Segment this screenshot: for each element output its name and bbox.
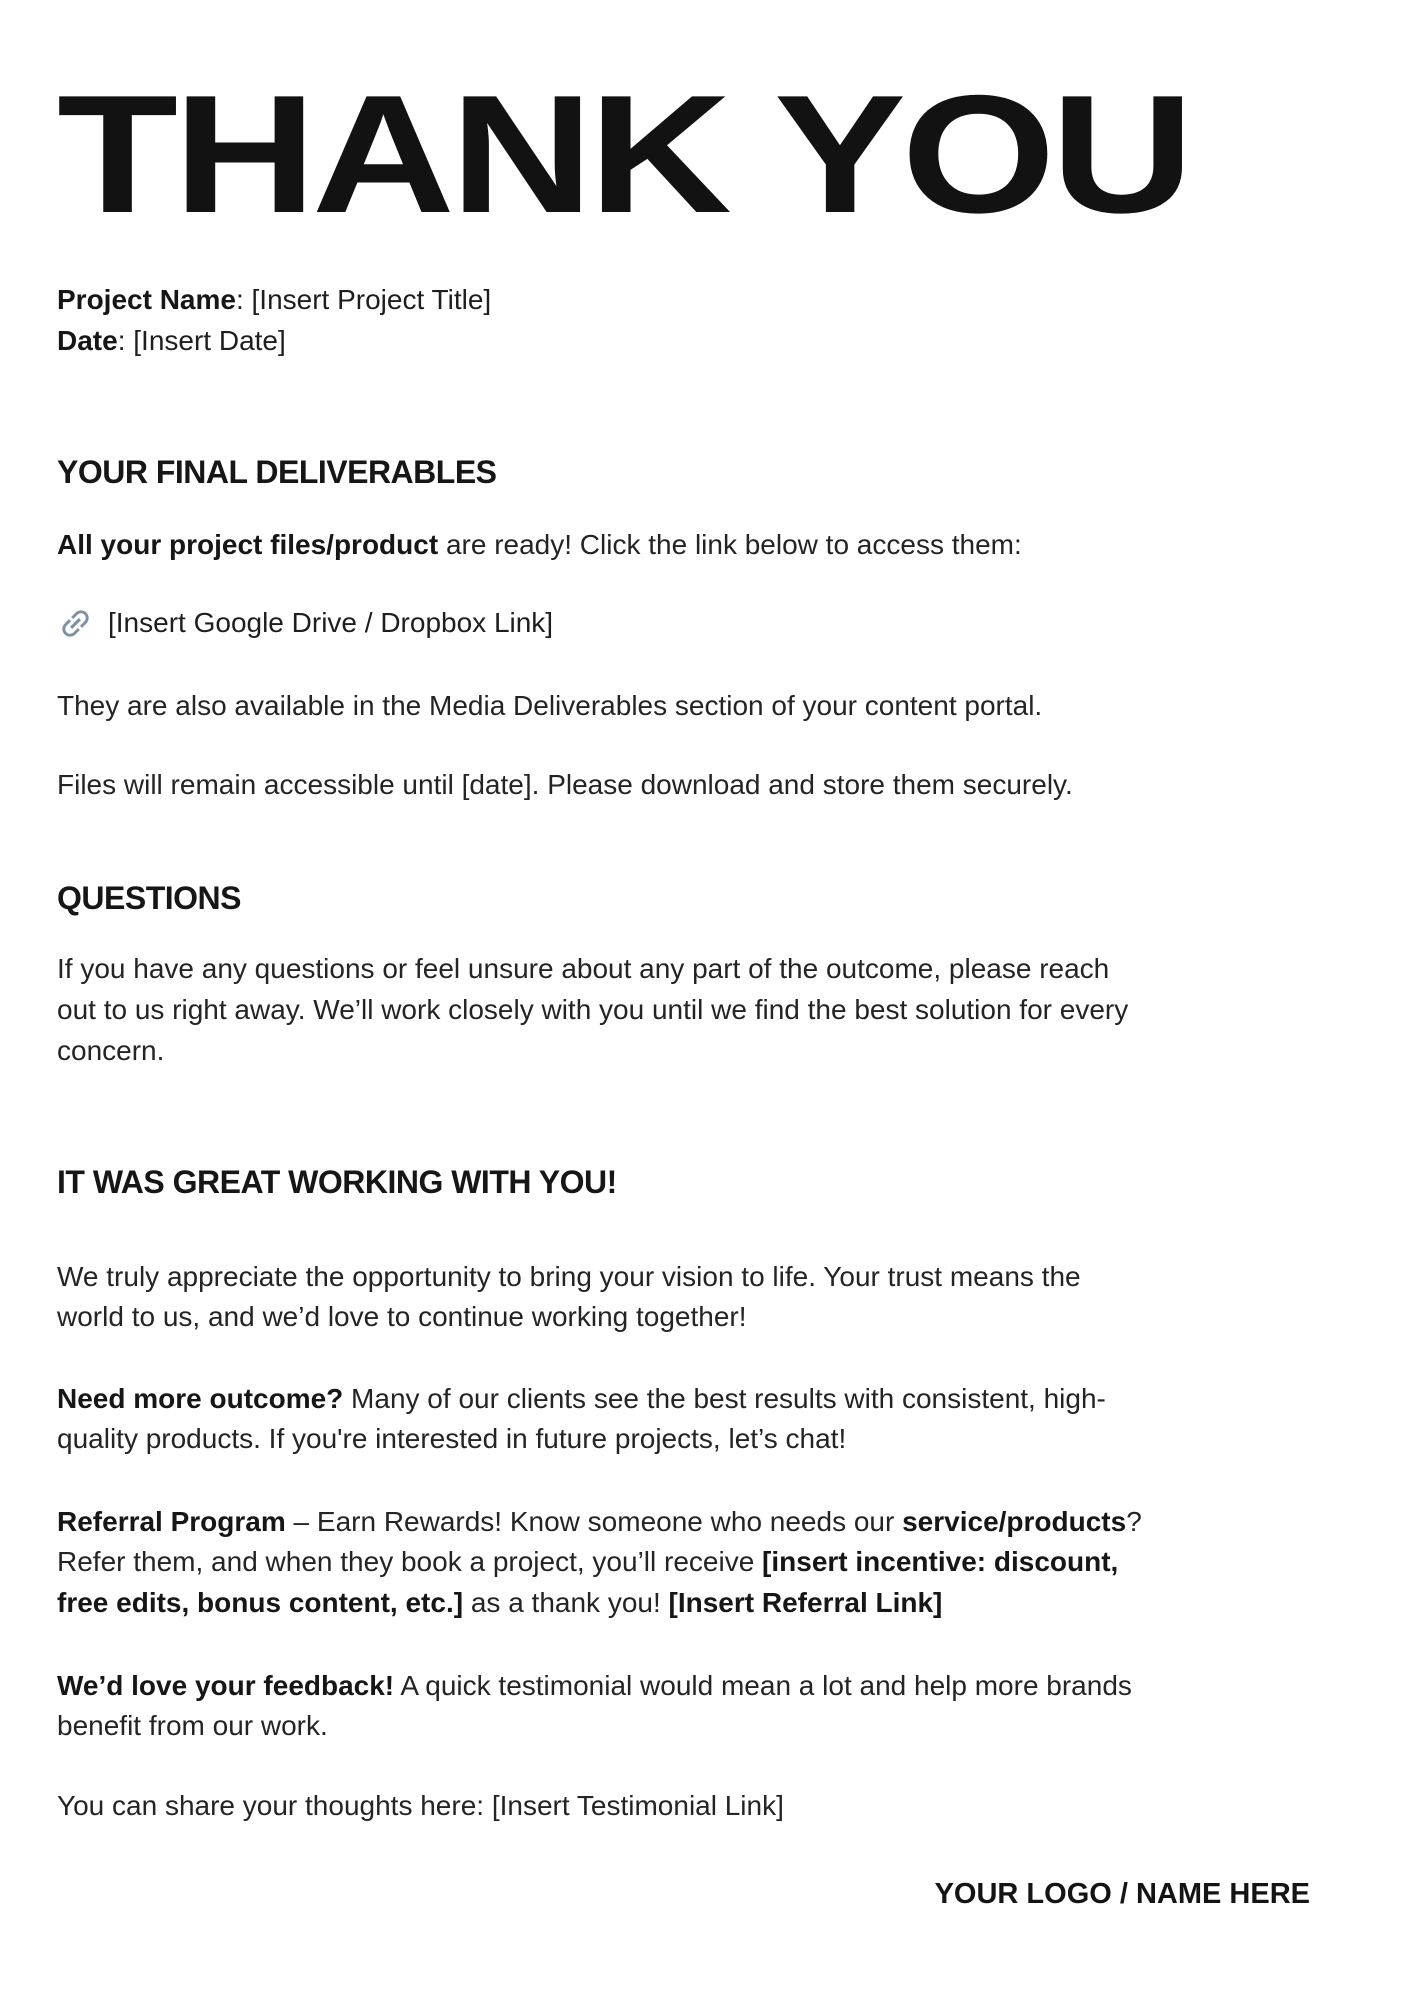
text-run: as a thank you! <box>463 1587 669 1619</box>
text-run: are ready! Click the link below to access them: <box>438 528 1022 560</box>
retention-note: Files will remain accessible until [date]. Please download and store them securely. <box>57 769 1073 801</box>
text-run: ? Refer them, and when they book a project, you’ll receive <box>57 1505 1142 1578</box>
questions-body: If you have any questions or feel unsure about any part of the outcome, please reach out to us right away. We’ll work closely with you until we find the best solution for every concern. <box>57 953 1129 1066</box>
project-meta <box>57 280 1149 361</box>
section-heading-questions: QUESTIONS <box>57 879 241 916</box>
text-run: [Insert Referral Link] <box>668 1587 943 1619</box>
text-run: Referral Program <box>57 1505 286 1537</box>
project-name-line <box>57 280 1149 321</box>
text-run: – Earn Rewards! Know someone who needs our <box>285 1505 903 1537</box>
text-run: Project Name <box>57 284 236 315</box>
deliverables-intro <box>57 525 1149 566</box>
testimonial-share-line: You can share your thoughts here: [Insert Testimonial Link] <box>57 1789 784 1821</box>
text-run: [insert incentive: discount, free edits, bonus content, etc.] <box>57 1546 1119 1619</box>
footer-logo-placeholder: YOUR LOGO / NAME HERE <box>934 1878 1310 1910</box>
referral-paragraph <box>57 1502 1149 1624</box>
portal-note: They are also available in the Media Deliverables section of your content portal. <box>57 689 1043 721</box>
text-run: Date <box>57 324 118 356</box>
section-heading-deliverables: YOUR FINAL DELIVERABLES <box>57 454 497 491</box>
page-title: THANK YOU <box>57 60 1190 248</box>
appreciation-paragraph: We truly appreciate the opportunity to bring your vision to life. Your trust means the world to us, and we’d love to continue working together! <box>57 1260 1081 1333</box>
section-heading-closing: IT WAS GREAT WORKING WITH YOU! <box>57 1164 617 1201</box>
need-more-paragraph <box>57 1379 1149 1460</box>
text-run: : [Insert Date] <box>117 324 286 356</box>
text-run: A quick testimonial would mean a lot and help more brands benefit from our work. <box>57 1669 1132 1742</box>
drive-link-text[interactable]: [Insert Google Drive / Dropbox Link] <box>108 607 554 639</box>
date-line <box>57 321 1149 362</box>
chain-link-icon <box>57 605 94 642</box>
text-run: : [Insert Project Title] <box>235 284 492 315</box>
text-run: service/products <box>902 1505 1127 1537</box>
text-run: We’d love your feedback! <box>57 1669 395 1701</box>
feedback-paragraph <box>57 1666 1149 1747</box>
text-run: Need more outcome? <box>57 1382 344 1414</box>
text-run: Many of our clients see the best results with consistent, high-quality products. If you're interested in future projects, let’s chat! <box>57 1382 1106 1455</box>
drive-link[interactable] <box>57 603 1310 644</box>
text-run: All your project files/product <box>57 528 439 560</box>
